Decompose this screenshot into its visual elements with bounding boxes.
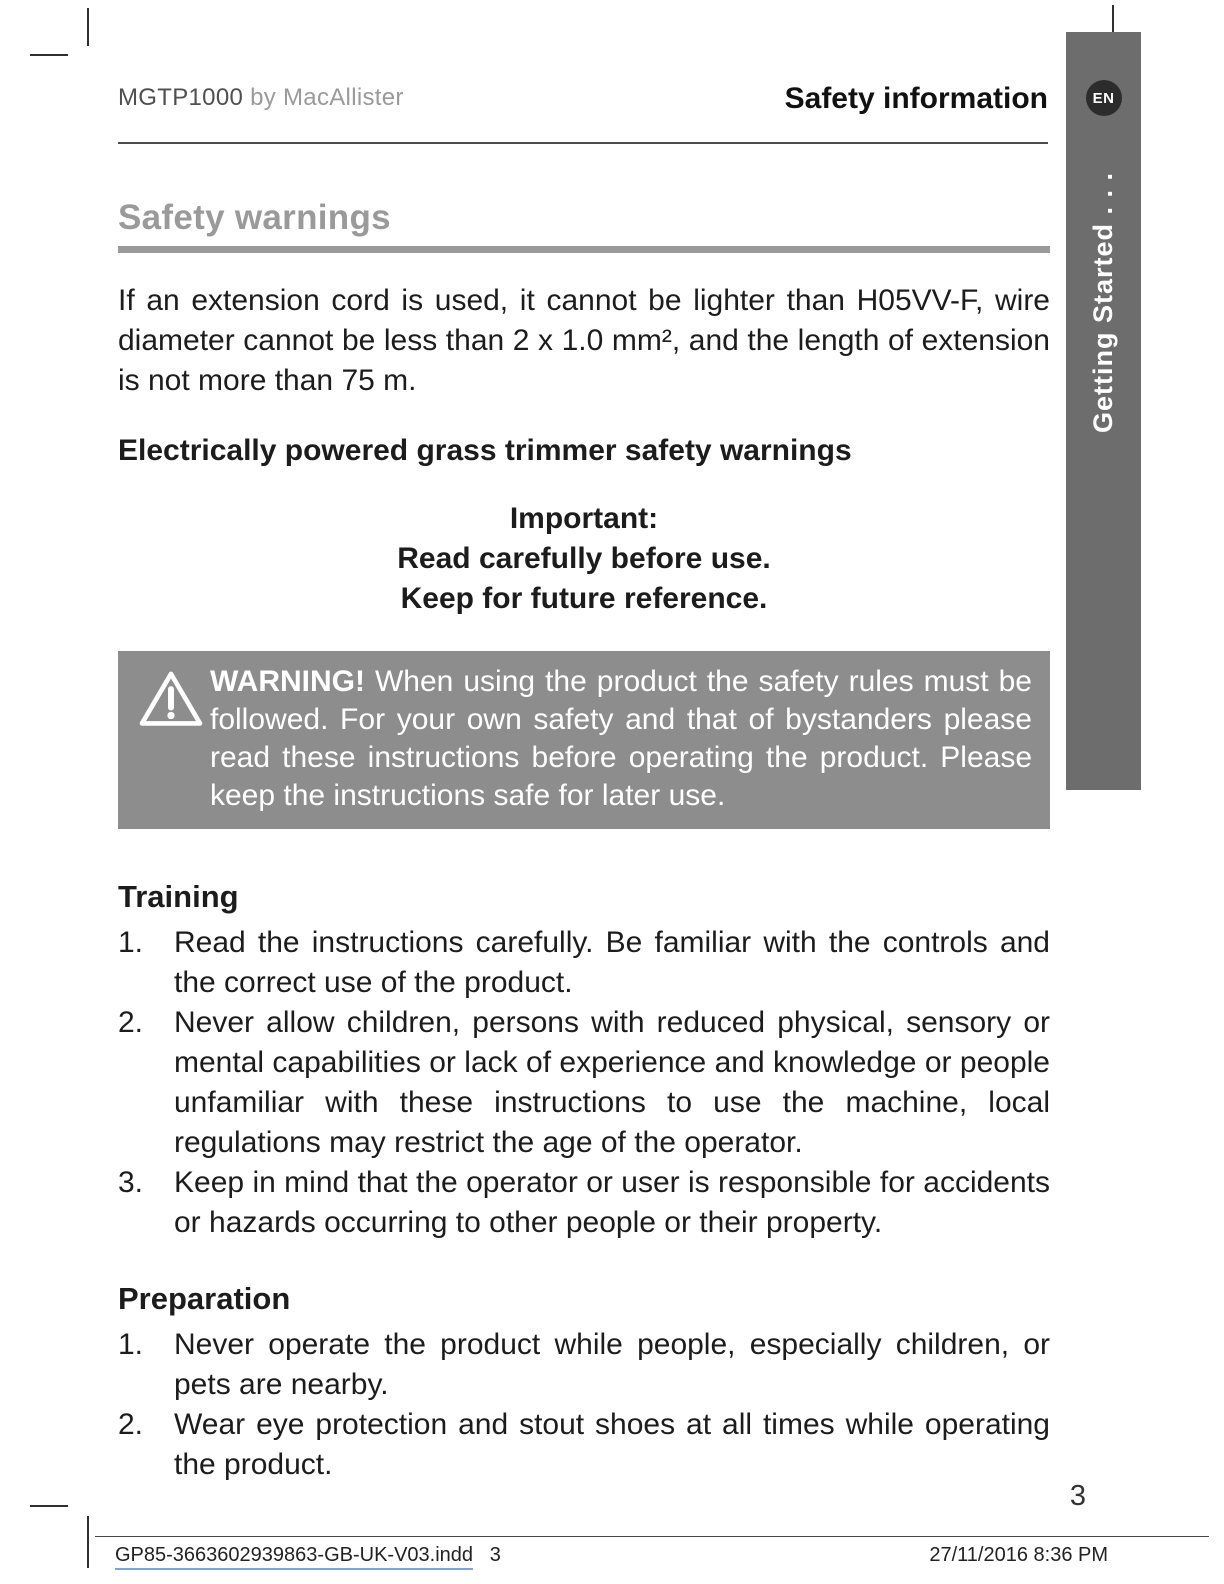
chapter-label: Getting Started . . . xyxy=(1088,171,1118,433)
list-item-text: Never operate the product while people, especially children, or pets are nearby. xyxy=(174,1328,1050,1401)
section-heading-preparation: Preparation xyxy=(118,1281,291,1316)
warning-triangle-icon xyxy=(132,663,210,729)
footer-rule xyxy=(95,1536,1209,1537)
list-item-text: Read the instructions carefully. Be familiar with the controls and the correct use of the product. xyxy=(174,926,1050,999)
footer-imprint xyxy=(115,1544,501,1567)
heading-underline-bar xyxy=(118,246,1050,253)
important-line-2: Read carefully before use. xyxy=(397,542,771,575)
list-item xyxy=(118,1405,1050,1485)
important-notice xyxy=(118,499,1050,619)
warning-label: WARNING! xyxy=(210,665,365,698)
header-rule xyxy=(118,142,1048,144)
list-item-text: Keep in mind that the operator or user is responsible for accidents or hazards occurring to other people or their property. xyxy=(174,1166,1050,1239)
page-number: 3 xyxy=(1069,1480,1086,1512)
warning-box xyxy=(118,651,1050,829)
product-brand: by MacAllister xyxy=(243,84,404,111)
page-content xyxy=(118,198,1050,1521)
training-list xyxy=(118,923,1050,1243)
footer-datetime: 27/11/2016 8:36 PM xyxy=(929,1544,1108,1566)
list-item-text: Never allow children, persons with reduced physical, sensory or mental capabilities or lack of experience and knowledge or people unfamiliar with these instructions to use the machine, local regulations may restrict the age of the operator. xyxy=(174,1006,1050,1159)
list-item-number: 1. xyxy=(118,1328,144,1361)
important-line-3: Keep for future reference. xyxy=(400,582,768,615)
list-item xyxy=(118,1003,1050,1163)
section-heading-training: Training xyxy=(118,879,239,914)
intro-paragraph: If an extension cord is used, it cannot be lighter than H05VV-F, wire diameter cannot be less than 2 x 1.0 mm², and the length of extension is not more than 75 m. xyxy=(118,284,1050,397)
footer-file-name: GP85-3663602939863-GB-UK-V03.indd xyxy=(115,1544,473,1570)
safety-warnings-heading: Safety warnings xyxy=(118,198,391,237)
crop-mark-top-left-vertical xyxy=(87,8,89,46)
footer-sheet-number: 3 xyxy=(489,1544,501,1566)
crop-mark-bottom-left-vertical xyxy=(87,1516,89,1568)
trimmer-warnings-subheading: Electrically powered grass trimmer safety warnings xyxy=(118,434,852,467)
header-section-title: Safety information xyxy=(784,82,1048,115)
warning-body: When using the product the safety rules must be followed. For your own safety and that of bystanders please read these instructions before operating the product. Please keep the instructions safe for later use. xyxy=(210,665,1032,812)
product-model: MGTP1000 xyxy=(118,84,244,111)
chapter-sidebar xyxy=(1066,32,1141,790)
list-item-number: 1. xyxy=(118,926,144,959)
list-item xyxy=(118,1325,1050,1405)
list-item-number: 2. xyxy=(118,1408,144,1441)
list-item-number: 2. xyxy=(118,1006,144,1039)
preparation-list xyxy=(118,1325,1050,1485)
important-line-1: Important: xyxy=(509,502,659,535)
list-item xyxy=(118,1163,1050,1243)
list-item-number: 3. xyxy=(118,1166,144,1199)
language-badge: EN xyxy=(1086,80,1122,116)
list-item-text: Wear eye protection and stout shoes at all times while operating the product. xyxy=(174,1408,1050,1481)
warning-text xyxy=(210,663,1032,815)
header-product-id xyxy=(118,84,404,112)
crop-mark-bottom-left-horizontal xyxy=(30,1505,68,1507)
list-item xyxy=(118,923,1050,1003)
crop-mark-top-left-horizontal xyxy=(30,54,68,56)
